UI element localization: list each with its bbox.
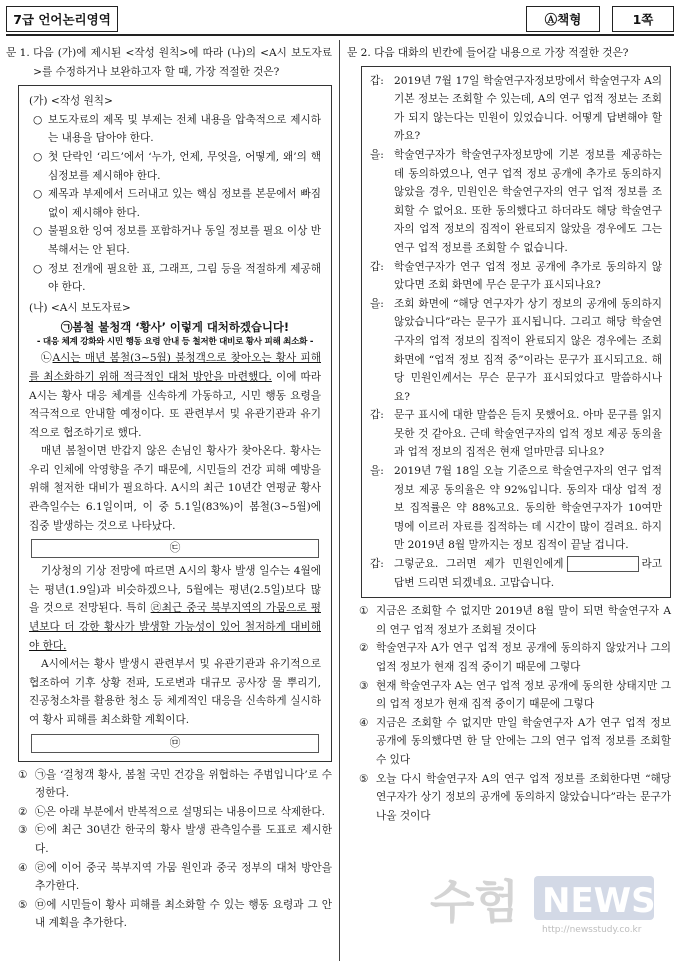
question-2 bbox=[347, 44, 671, 825]
section-label-ga: (가) <작성 원칙> bbox=[29, 95, 113, 108]
option-3[interactable]: ③ 현재 학술연구자 A는 연구 업적 정보 공개에 동의한 상태지만 그의 업적 정보가 현재 집적 중이기 때문에 그렇다 bbox=[359, 679, 671, 711]
header-divider bbox=[6, 34, 674, 36]
question-prompt: 다음 (가)에 제시된 <작성 원칙>에 따라 (나)의 <A시 보도자료>를 수정하거나 보완하고자 할 때, 가장 적절한 것은? bbox=[33, 47, 332, 78]
answer-blank bbox=[567, 556, 639, 572]
rule-item: ○ 정보 전개에 필요한 표, 그래프, 그림 등을 적절하게 제공해야 한다. bbox=[33, 262, 321, 294]
page-header bbox=[6, 6, 674, 32]
watermark-brand-korean: 수험 bbox=[430, 875, 519, 929]
section-label-na: (나) <A시 보도자료> bbox=[29, 301, 131, 314]
dialogue-turn: 을: 조회 화면에 “해당 연구자가 상기 정보의 공개에 동의하지 않았습니다”라는 문구가 표시됩니다. 그리고 해당 학술연구자의 업적 정보의 집적이 완료되지 않은 경우에는 조회 화면에 “업적 정보 집적 중”이라는 문구가 표시되고요. 해당 민원인께서는 무슨 문구가 표시되었다고 말씀하시나요? bbox=[370, 297, 662, 403]
question-1 bbox=[6, 44, 332, 933]
question-number: 문 1. bbox=[6, 47, 30, 59]
question-2-stem bbox=[347, 44, 671, 63]
question-1-stem bbox=[6, 44, 332, 81]
dialogue-turn: 갑: 문구 표시에 대한 말씀은 듣지 못했어요. 아마 문구를 읽지 못한 것 같아요. 근데 학술연구자의 업적 정보 제공 동의율과 업적 정보의 집적은 현재 얼마만큼 되나요? bbox=[370, 409, 662, 459]
watermark-logo bbox=[430, 868, 660, 936]
rule-item: ○ 첫 단락인 ‘리드’에서 ‘누가, 언제, 무엇을, 어떻게, 왜’의 핵심정보를 제시해야 한다. bbox=[33, 150, 321, 182]
option-2[interactable]: ② 학술연구자 A가 연구 업적 정보 공개에 동의하지 않았거나 그의 업적 정보가 현재 집적 중이기 때문에 그렇다 bbox=[359, 642, 671, 673]
option-1[interactable]: ① ㉠을 ‘걸청객 황사, 봄철 국민 건강을 위협하는 주범입니다’로 수정한다. bbox=[18, 768, 332, 800]
answer-options bbox=[359, 602, 671, 825]
option-3[interactable]: ③ ㉢에 최근 30년간 한국의 황사 발생 관측일수를 도표로 제시한다. bbox=[18, 824, 332, 855]
option-1[interactable]: ① 지금은 조회할 수 없지만 2019년 8월 말이 되면 학술연구자 A의 연구 업적 정보가 조회될 것이다 bbox=[359, 605, 671, 636]
rule-item: ○ 보도자료의 제목 및 부제는 전체 내용을 압축적으로 제시하는 내용을 담아야 한다. bbox=[33, 113, 321, 145]
writing-rules bbox=[29, 111, 321, 297]
column-divider bbox=[339, 40, 340, 961]
dialogue-turn: 갑: 2019년 7월 17일 학술연구자정보망에서 학술연구자 A의 기본 정보는 조회할 수 있는데, A의 연구 업적 정보는 조회가 되지 않는다는 민원이 있었습니다. 어떻게 답변해야 할까요? bbox=[370, 74, 662, 143]
option-5[interactable]: ⑤ 오늘 다시 학술연구자 A의 연구 업적 정보를 조회한다면 “해당 연구자가 상기 정보의 공개에 동의하지 않았습니다”라는 문구가 나올 것이다 bbox=[359, 772, 671, 822]
press-release-subtitle: - 대응 체계 강화와 시민 행동 요령 안내 등 철저한 대비로 황사 피해 최소화 - bbox=[36, 337, 314, 348]
option-5[interactable]: ⑤ ㉤에 시민들이 황사 피해를 최소화할 수 있는 행동 요령과 그 안내 계획을 추가한다. bbox=[18, 898, 332, 930]
watermark-brand-news: NEWS bbox=[542, 881, 656, 921]
underlined-lead: A시는 매년 봄철(3∼5월) 불청객으로 찾아오는 황사 피해를 최소화하기 위해 적극적인 대처 방안을 마련했다. bbox=[29, 352, 322, 383]
blank-box-e: ㉤ bbox=[31, 734, 319, 753]
rule-item: ○ 제목과 부제에서 드러내고 있는 핵심 정보를 본문에서 빠짐없이 제시해야 한다. bbox=[33, 188, 321, 219]
page-number: 1쪽 bbox=[612, 6, 674, 32]
answer-options bbox=[18, 766, 332, 933]
watermark-url: http://newsstudy.co.kr bbox=[542, 925, 642, 935]
subject-title: 7급 언어논리영역 bbox=[6, 6, 118, 32]
passage-box bbox=[18, 85, 332, 761]
option-4[interactable]: ④ 지금은 조회할 수 없지만 만일 학술연구자 A가 연구 업적 정보 공개에 동의했다면 한 달 안에는 그의 연구 업적 정보를 조회할 수 있다 bbox=[359, 716, 671, 766]
blank-box-c: ㉢ bbox=[31, 539, 319, 558]
dialogue-box bbox=[361, 66, 671, 599]
question-prompt: 다음 대화의 빈칸에 들어갈 내용으로 가장 적절한 것은? bbox=[374, 47, 629, 59]
press-release-title: ㉠봄철 불청객 ‘황사’ 이렇게 대처하겠습니다! bbox=[60, 320, 290, 335]
dialogue-turn: 갑: 학술연구자가 연구 업적 정보 공개에 추가로 동의하지 않았다면 조회 화면에 무슨 문구가 표시되나요? bbox=[370, 260, 662, 292]
dialogue-turn: 을: 학술연구자가 학술연구자정보망에 기본 정보를 제공하는 데 동의하였으나, 연구 업적 정보 공개에 추가로 동의하지 않았을 경우, 민원인은 학술연구자의 연구 업적 정보를 조회할 수 없어요. 또한 동의했다고 하더라도 해당 학술연구자의 업적 정보의 집적이 완료되지 않았을 경우에도 그는 연구 업적 정보를 조회할 수 없습니다. bbox=[370, 148, 662, 254]
option-4[interactable]: ④ ㉣에 이어 중국 북부지역 가뭄 원인과 중국 정부의 대처 방안을 추가한다. bbox=[18, 861, 332, 893]
body-paragraph: A시에서는 황사 발생시 관련부서 및 유관기관과 유기적으로 협조하여 기후 상황 전파, 도로변과 대규모 공사장 물 뿌리기, 진공청소차를 활용한 청소 등 체계적인 대응을 신속하게 실시하여 황사 피해를 최소화할 계획이다. bbox=[29, 658, 321, 726]
option-2[interactable]: ② ㉡은 아래 부분에서 반복적으로 설명되는 내용이므로 삭제한다. bbox=[18, 805, 326, 818]
dialogue-turn-final: 갑: 그렇군요. 그러면 제가 민원인에게 라고 답변 드리면 되겠네요. 고맙습니다. bbox=[370, 558, 662, 589]
body-paragraph: 기상청의 기상 전망에 따르면 A시의 황사 발생 일수는 4월에는 평년(1.9일)과 비슷하겠으나, 5월에는 평년(2.5일)보다 많을 것으로 전망된다. 특히 ㉣최근 중국 북부지역의 가뭄으로 평년보다 더 강한 황사가 발생할 가능성이 있어 철저하게 대비해야 한다. bbox=[29, 565, 321, 652]
lead-paragraph: ㉡A시는 매년 봄철(3∼5월) 불청객으로 찾아오는 황사 피해를 최소화하기 위해 적극적인 대처 방안을 마련했다. 이에 따라 A시는 황사 대응 체계를 신속하게 가동하고, 시민 행동 요령을 적극적으로 안내할 예정이다. 또 관련부서 및 유관기관과 유기적으로 협조하기로 했다. bbox=[29, 352, 322, 439]
rule-item: ○ 불필요한 잉여 정보를 포함하거나 동일 정보를 필요 이상 반복해서는 안 된다. bbox=[33, 225, 321, 256]
booklet-type: Ⓐ책형 bbox=[526, 6, 600, 32]
underlined-sentence: ㉣최근 중국 북부지역의 가뭄으로 평년보다 더 강한 황사가 발생할 가능성이 있어 철저하게 대비해야 한다. bbox=[29, 602, 321, 652]
dialogue-turn: 을: 2019년 7월 18일 오늘 기준으로 학술연구자의 연구 업적 정보 제공 동의율은 약 92%입니다. 동의자 대상 업적 정보 집적률은 약 88%고요. 동의한 학술연구자가 10여만 명에 이르러 자료를 집적하는 데 시간이 많이 걸려요. 하지만 2019년 8월 말까지는 정보 집적이 끝날 겁니다. bbox=[370, 465, 662, 552]
question-number: 문 2. bbox=[347, 47, 371, 59]
body-paragraph: 매년 봄철이면 반갑지 않은 손님인 황사가 찾아온다. 황사는 우리 인체에 악영향을 주기 때문에, 시민들의 건강 피해 예방을 위해 철저한 대비가 필요하다. A시의 최근 10년간 연평균 황사 관측일수는 6.1일이며, 이 중 5.1일(83%)이 봄철(3∼5월)에 집중 발생하는 것으로 나타났다. bbox=[29, 445, 321, 532]
